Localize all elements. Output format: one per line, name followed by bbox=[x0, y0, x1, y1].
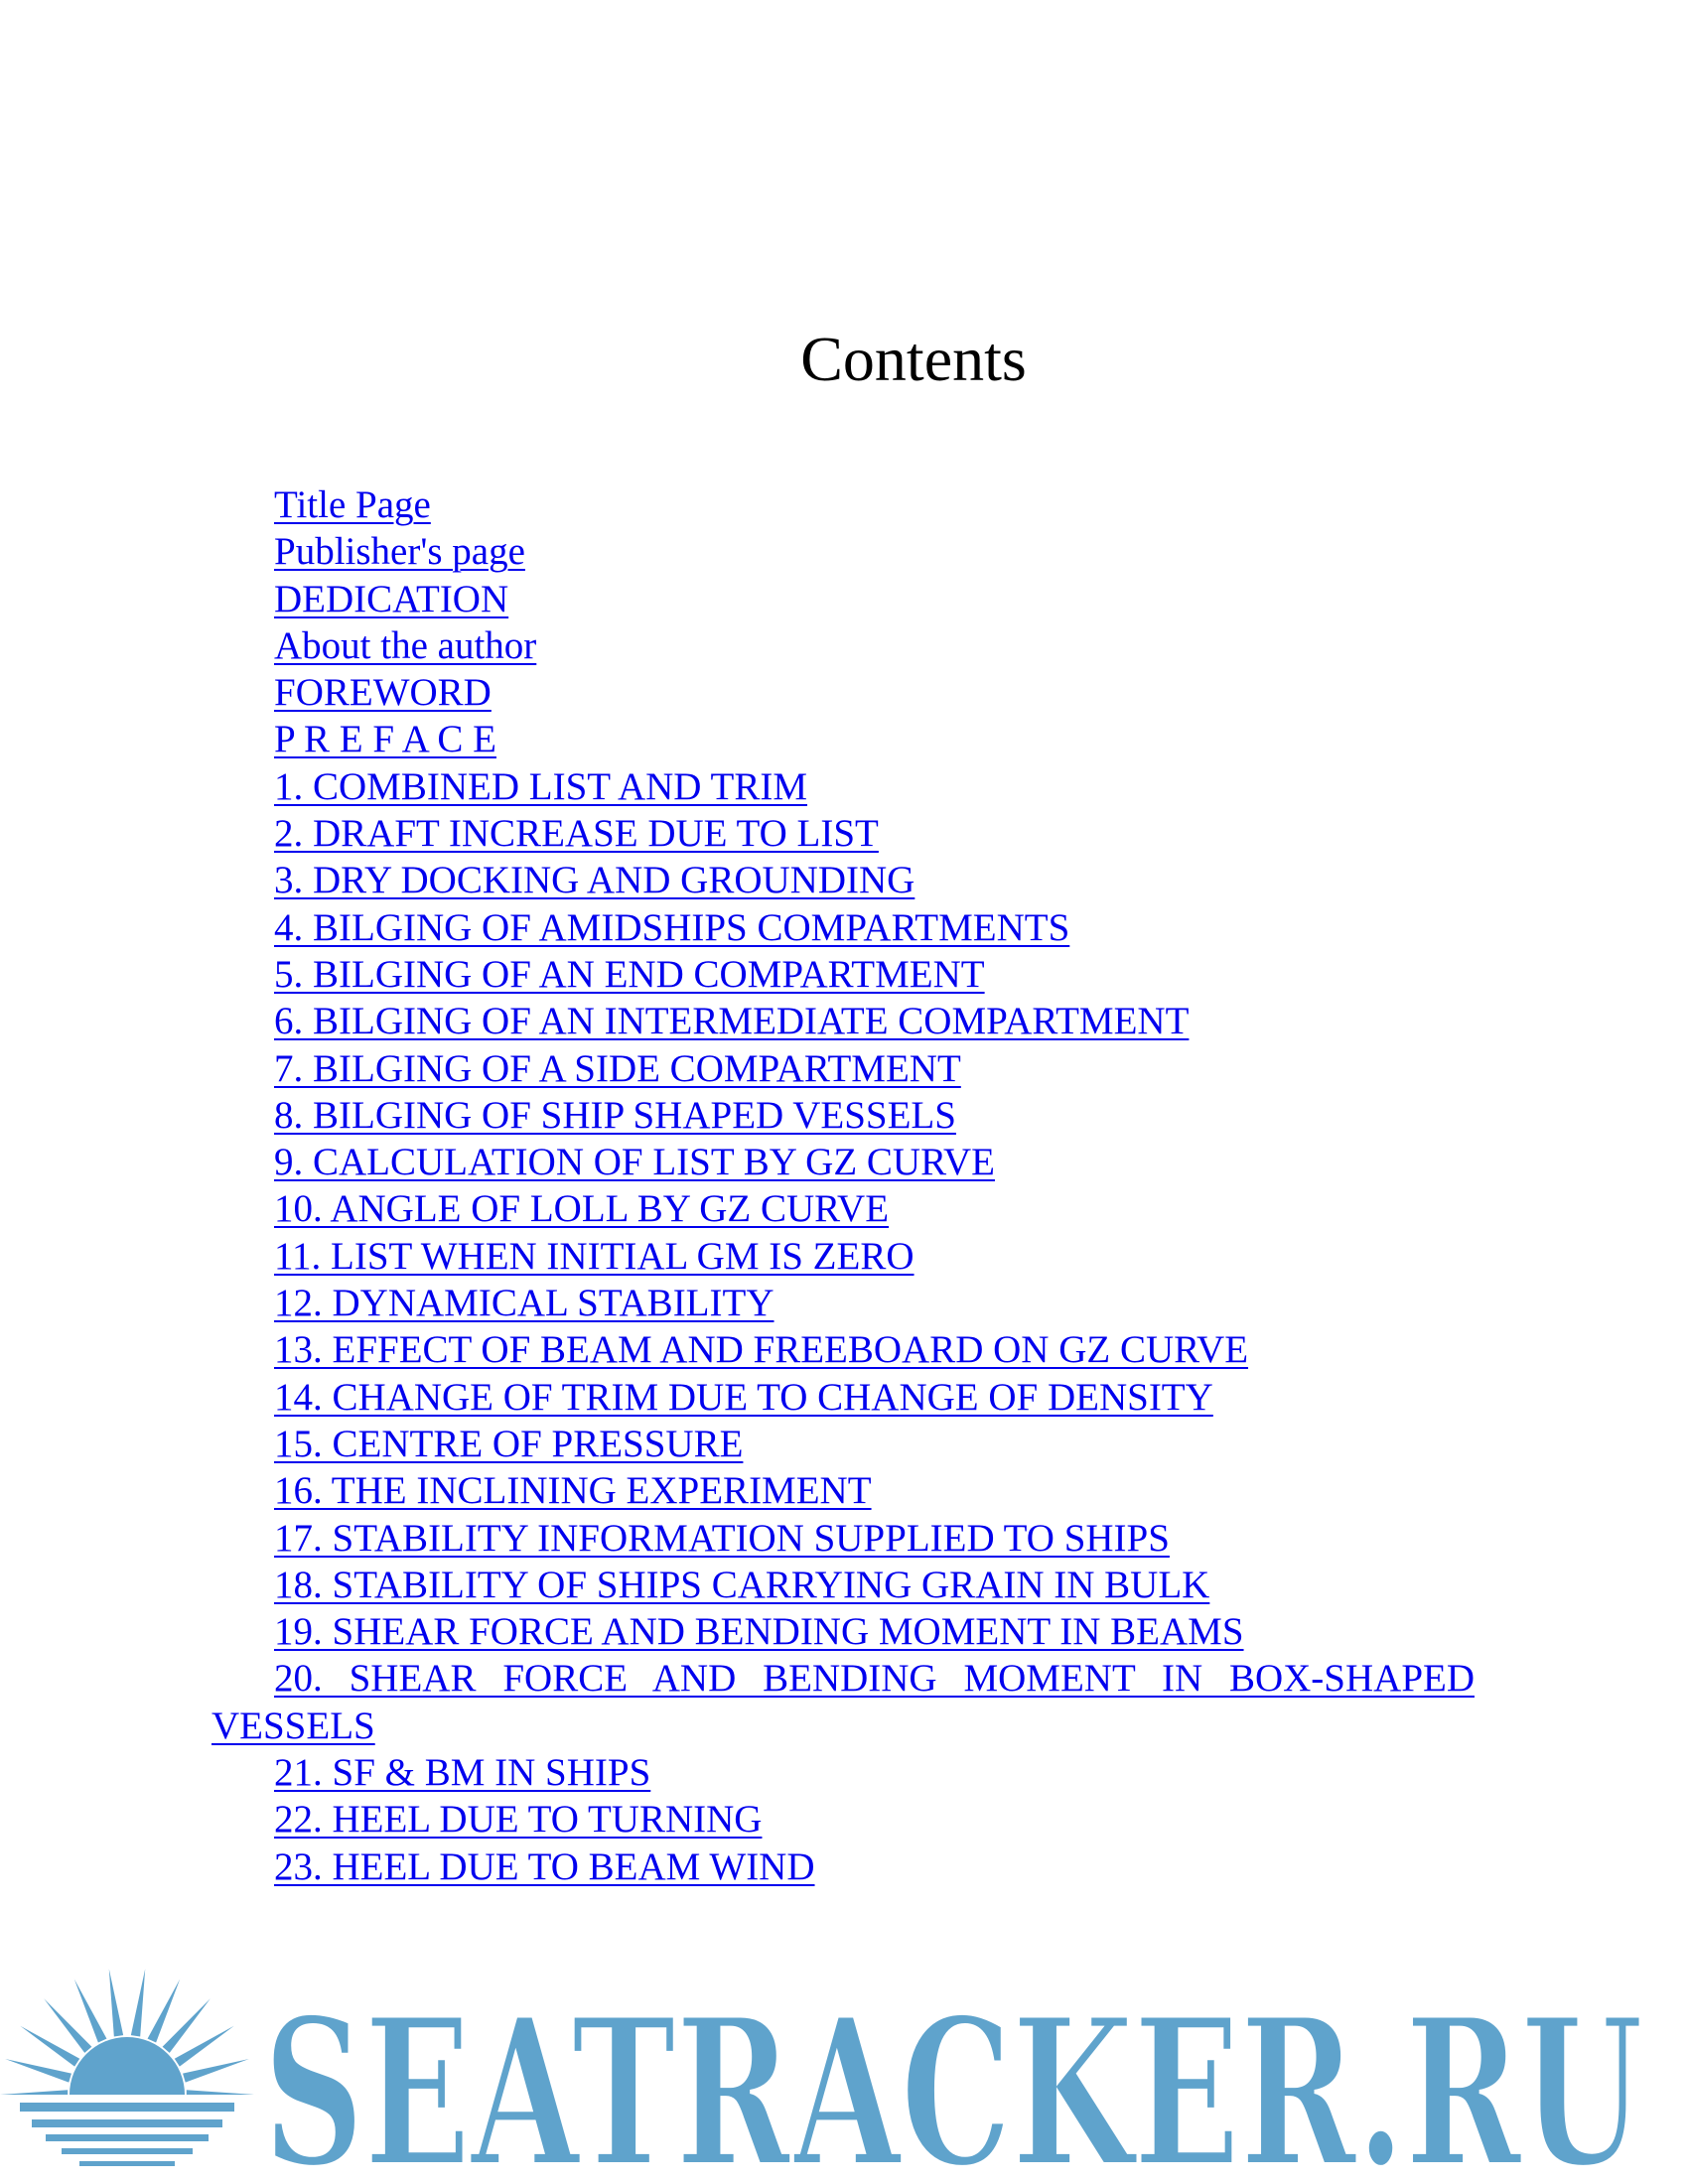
toc-item bbox=[0, 1092, 1688, 1139]
toc-link-chapter-16[interactable]: 16. THE INCLINING EXPERIMENT bbox=[274, 1469, 872, 1513]
toc-item bbox=[0, 1139, 1688, 1185]
toc-link-about-author[interactable]: About the author bbox=[274, 623, 537, 667]
toc-link-title-page[interactable]: Title Page bbox=[274, 483, 431, 526]
toc-item bbox=[0, 904, 1688, 951]
toc-link-chapter-21[interactable]: 21. SF & BM IN SHIPS bbox=[274, 1751, 651, 1795]
sun-ray bbox=[74, 1979, 107, 2043]
toc-link-chapter-19[interactable]: 19. SHEAR FORCE AND BENDING MOMENT IN BEAMS bbox=[274, 1610, 1244, 1654]
toc-link-chapter-10[interactable]: 10. ANGLE OF LOLL BY GZ CURVE bbox=[274, 1187, 890, 1231]
toc-item bbox=[0, 716, 1688, 762]
toc-item bbox=[0, 1562, 1688, 1608]
toc-link-chapter-15[interactable]: 15. CENTRE OF PRESSURE bbox=[274, 1422, 744, 1465]
toc-link-publishers-page[interactable]: Publisher's page bbox=[274, 530, 525, 574]
sun-ray bbox=[163, 2136, 211, 2184]
toc-link-chapter-14[interactable]: 14. CHANGE OF TRIM DUE TO CHANGE OF DENSITY bbox=[274, 1375, 1213, 1419]
toc-item bbox=[0, 810, 1688, 857]
toc-link-dedication[interactable]: DEDICATION bbox=[274, 577, 509, 620]
toc-link-chapter-22[interactable]: 22. HEEL DUE TO TURNING bbox=[274, 1798, 763, 1842]
toc-item bbox=[0, 998, 1688, 1044]
sun-ray bbox=[187, 2090, 254, 2099]
toc-item bbox=[0, 1326, 1688, 1373]
toc-link-chapter-20[interactable]: 20. SHEAR FORCE AND BENDING MOMENT IN BOX-SHAPED VESSELS bbox=[211, 1657, 1475, 1747]
toc-link-chapter-13[interactable]: 13. EFFECT OF BEAM AND FREEBOARD ON GZ CURVE bbox=[274, 1328, 1249, 1372]
sun-ray bbox=[183, 2059, 249, 2083]
sun-ray bbox=[5, 2059, 71, 2083]
toc-link-chapter-8[interactable]: 8. BILGING OF SHIP SHAPED VESSELS bbox=[274, 1093, 956, 1137]
toc-item bbox=[0, 1374, 1688, 1421]
toc-item bbox=[0, 528, 1688, 575]
page-title: Contents bbox=[800, 324, 1027, 394]
toc-link-chapter-9[interactable]: 9. CALCULATION OF LIST BY GZ CURVE bbox=[274, 1141, 995, 1184]
toc-item bbox=[0, 1467, 1688, 1514]
toc-item bbox=[0, 1843, 1688, 1890]
toc-link-preface[interactable]: P R E F A C E bbox=[274, 718, 496, 761]
toc-link-chapter-2[interactable]: 2. DRAFT INCREASE DUE TO LIST bbox=[274, 812, 879, 856]
toc-item bbox=[0, 576, 1688, 622]
toc-item bbox=[0, 951, 1688, 998]
toc-item bbox=[0, 1515, 1688, 1562]
toc-item bbox=[0, 1185, 1688, 1232]
toc-link-chapter-4[interactable]: 4. BILGING OF AMIDSHIPS COMPARTMENTS bbox=[274, 905, 1070, 949]
sun-ray bbox=[44, 2136, 91, 2184]
toc-link-chapter-12[interactable]: 12. DYNAMICAL STABILITY bbox=[274, 1282, 774, 1325]
sun-ray bbox=[131, 1969, 145, 2036]
toc-item bbox=[0, 1796, 1688, 1843]
sun-ray bbox=[131, 2153, 145, 2184]
sun-ray bbox=[175, 2122, 234, 2163]
toc-item bbox=[0, 622, 1688, 669]
sun-ray bbox=[109, 2153, 123, 2184]
toc-item bbox=[0, 1749, 1688, 1796]
sun-ray bbox=[20, 2122, 79, 2163]
toc-link-chapter-23[interactable]: 23. HEEL DUE TO BEAM WIND bbox=[274, 1844, 815, 1888]
toc-item bbox=[0, 1045, 1688, 1092]
toc-link-chapter-5[interactable]: 5. BILGING OF AN END COMPARTMENT bbox=[274, 952, 985, 996]
toc-item bbox=[0, 763, 1688, 810]
toc-item bbox=[0, 1608, 1688, 1655]
sun-reflection-stripes bbox=[20, 2103, 234, 2166]
sun-ray bbox=[0, 2090, 68, 2099]
toc-link-chapter-18[interactable]: 18. STABILITY OF SHIPS CARRYING GRAIN IN BULK bbox=[274, 1563, 1210, 1606]
toc-item bbox=[0, 857, 1688, 903]
watermark-text: SEATRACKER.RU bbox=[263, 1975, 1643, 2184]
toc-link-chapter-7[interactable]: 7. BILGING OF A SIDE COMPARTMENT bbox=[274, 1046, 961, 1090]
sun-ray bbox=[109, 1969, 123, 2036]
toc-link-chapter-3[interactable]: 3. DRY DOCKING AND GROUNDING bbox=[274, 859, 915, 902]
toc-item bbox=[0, 1655, 1688, 1749]
toc-link-chapter-17[interactable]: 17. STABILITY INFORMATION SUPPLIED TO SHIPS bbox=[274, 1516, 1170, 1560]
toc-item bbox=[0, 1280, 1688, 1326]
toc-link-chapter-6[interactable]: 6. BILGING OF AN INTERMEDIATE COMPARTMENT bbox=[274, 1000, 1190, 1043]
toc-link-chapter-11[interactable]: 11. LIST WHEN INITIAL GM IS ZERO bbox=[274, 1234, 914, 1278]
toc-item bbox=[0, 1233, 1688, 1280]
toc-item bbox=[0, 481, 1688, 528]
sun-ray bbox=[148, 1979, 181, 2043]
toc-item bbox=[0, 669, 1688, 716]
seatracker-watermark bbox=[0, 1936, 1688, 2184]
toc-link-foreword[interactable]: FOREWORD bbox=[274, 671, 492, 715]
toc-item bbox=[0, 1421, 1688, 1467]
table-of-contents bbox=[0, 481, 1688, 1890]
toc-link-chapter-1[interactable]: 1. COMBINED LIST AND TRIM bbox=[274, 764, 808, 808]
